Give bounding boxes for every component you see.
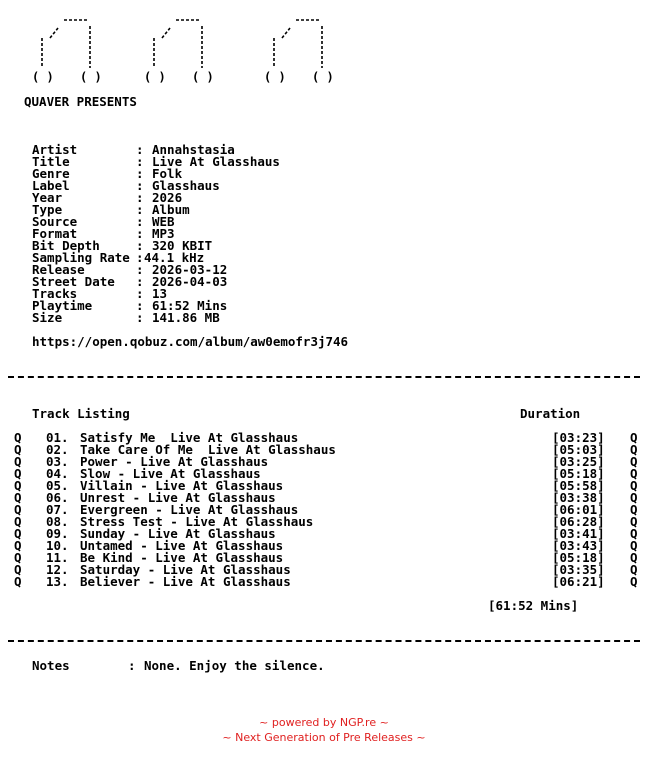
track-marker-left: Q (14, 466, 22, 481)
track-duration: [03:23] (552, 430, 605, 445)
info-separator: : (136, 154, 144, 169)
track-number: 05. (46, 478, 69, 493)
track-duration: [05:18] (552, 466, 605, 481)
track-marker-right: Q (630, 502, 638, 517)
track-marker-right: Q (630, 574, 638, 589)
track-duration: [03:43] (552, 538, 605, 553)
presenter-title: QUAVER PRESENTS (24, 94, 137, 109)
info-value: 2026 (152, 190, 183, 205)
info-value: MP3 (152, 226, 175, 241)
track-title: Slow - Live At Glasshaus (80, 466, 261, 481)
footer-powered-by: ~ powered by NGP.re ~ (259, 716, 389, 729)
info-key: Genre (32, 166, 70, 181)
notes-value: None. Enjoy the silence. (144, 658, 325, 673)
track-marker-left: Q (14, 514, 22, 529)
divider (8, 640, 640, 642)
info-separator: : (136, 298, 144, 313)
track-marker-left: Q (14, 478, 22, 493)
track-duration: [03:25] (552, 454, 605, 469)
info-value: Album (152, 202, 190, 217)
track-marker-left: Q (14, 562, 22, 577)
info-separator: : (136, 310, 144, 325)
track-duration: [03:41] (552, 526, 605, 541)
info-key: Tracks (32, 286, 78, 301)
track-marker-right: Q (630, 562, 638, 577)
info-separator: : (136, 142, 144, 157)
track-title: Stress Test - Live At Glasshaus (80, 514, 314, 529)
info-value: 2026-03-12 (152, 262, 228, 277)
album-url[interactable]: https://open.qobuz.com/album/aw0emofr3j746 (32, 334, 349, 349)
track-marker-left: Q (14, 526, 22, 541)
track-duration: [05:58] (552, 478, 605, 493)
divider (8, 376, 640, 378)
info-separator: : (136, 214, 144, 229)
info-separator: : (136, 202, 144, 217)
track-marker-left: Q (14, 430, 22, 445)
track-title: Villain - Live At Glasshaus (80, 478, 284, 493)
track-marker-left: Q (14, 574, 22, 589)
svg-text:( ): ( ) (192, 70, 214, 84)
info-separator: : (136, 238, 144, 253)
notes-key: Notes (32, 658, 70, 673)
track-row (0, 576, 648, 588)
info-separator: : (136, 250, 144, 265)
info-value: 2026-04-03 (152, 274, 228, 289)
info-key: Bit Depth (32, 238, 100, 253)
track-title: Untamed - Live At Glasshaus (80, 538, 284, 553)
track-duration: [05:18] (552, 550, 605, 565)
info-key: Label (32, 178, 70, 193)
track-duration: [05:03] (552, 442, 605, 457)
info-separator: : (136, 166, 144, 181)
info-value: 13 (152, 286, 168, 301)
track-duration: [06:21] (552, 574, 605, 589)
info-key: Title (32, 154, 70, 169)
track-number: 11. (46, 550, 69, 565)
quaver-notes-icon (30, 14, 350, 86)
track-marker-right: Q (630, 466, 638, 481)
info-value: WEB (152, 214, 175, 229)
info-key: Sampling Rate (32, 250, 130, 265)
info-separator: : (136, 262, 144, 277)
track-title: Believer - Live At Glasshaus (80, 574, 291, 589)
info-separator: : (136, 178, 144, 193)
info-value: 320 KBIT (152, 238, 213, 253)
svg-text:( ): ( ) (144, 70, 166, 84)
track-marker-left: Q (14, 442, 22, 457)
footer-tagline: ~ Next Generation of Pre Releases ~ (222, 731, 426, 744)
svg-text:( ): ( ) (312, 70, 334, 84)
track-number: 02. (46, 442, 69, 457)
track-marker-left: Q (14, 454, 22, 469)
track-duration: [06:01] (552, 502, 605, 517)
track-title: Take Care Of Me Live At Glasshaus (80, 442, 336, 457)
info-key: Street Date (32, 274, 115, 289)
info-key: Size (32, 310, 63, 325)
track-number: 01. (46, 430, 69, 445)
notes-separator: : (128, 658, 136, 673)
info-separator: : (136, 274, 144, 289)
track-number: 10. (46, 538, 69, 553)
info-key: Playtime (32, 298, 93, 313)
track-number: 12. (46, 562, 69, 577)
track-marker-right: Q (630, 514, 638, 529)
quaver-logo (30, 14, 350, 86)
track-marker-right: Q (630, 550, 638, 565)
track-marker-left: Q (14, 550, 22, 565)
track-number: 09. (46, 526, 69, 541)
track-title: Be Kind - Live At Glasshaus (80, 550, 284, 565)
svg-text:( ): ( ) (80, 70, 102, 84)
track-title: Saturday - Live At Glasshaus (80, 562, 291, 577)
track-marker-right: Q (630, 490, 638, 505)
info-value: 141.86 MB (152, 310, 220, 325)
track-marker-right: Q (630, 454, 638, 469)
info-value: Live At Glasshaus (152, 154, 280, 169)
info-key: Artist (32, 142, 78, 157)
info-key: Release (32, 262, 85, 277)
notes-row (32, 658, 325, 673)
info-key: Format (32, 226, 78, 241)
track-number: 08. (46, 514, 69, 529)
track-marker-right: Q (630, 478, 638, 493)
info-value: Annahstasia (152, 142, 235, 157)
track-title: Unrest - Live At Glasshaus (80, 490, 276, 505)
info-value: Folk (152, 166, 183, 181)
info-value: Glasshaus (152, 178, 220, 193)
track-marker-left: Q (14, 490, 22, 505)
info-key: Year (32, 190, 63, 205)
track-title: Evergreen - Live At Glasshaus (80, 502, 299, 517)
track-marker-left: Q (14, 538, 22, 553)
track-duration: [03:35] (552, 562, 605, 577)
track-number: 07. (46, 502, 69, 517)
svg-text:( ): ( ) (264, 70, 286, 84)
track-marker-right: Q (630, 430, 638, 445)
total-duration: [61:52 Mins] (488, 598, 579, 613)
track-duration: [03:38] (552, 490, 605, 505)
track-marker-right: Q (630, 538, 638, 553)
track-title: Sunday - Live At Glasshaus (80, 526, 276, 541)
track-marker-left: Q (14, 502, 22, 517)
info-key: Source (32, 214, 78, 229)
track-duration: [06:28] (552, 514, 605, 529)
track-number: 13. (46, 574, 69, 589)
track-marker-right: Q (630, 442, 638, 457)
info-separator: : (136, 190, 144, 205)
track-title: Satisfy Me Live At Glasshaus (80, 430, 299, 445)
track-marker-right: Q (630, 526, 638, 541)
svg-text:( ): ( ) (32, 70, 54, 84)
track-number: 06. (46, 490, 69, 505)
info-separator: : (136, 226, 144, 241)
info-key: Type (32, 202, 63, 217)
info-value: 61:52 Mins (152, 298, 228, 313)
track-title: Power - Live At Glasshaus (80, 454, 269, 469)
track-listing-header: Track Listing (32, 406, 130, 421)
track-number: 03. (46, 454, 69, 469)
duration-header: Duration (520, 406, 581, 421)
info-separator: : (136, 286, 144, 301)
track-number: 04. (46, 466, 69, 481)
info-value: 44.1 kHz (144, 250, 205, 265)
